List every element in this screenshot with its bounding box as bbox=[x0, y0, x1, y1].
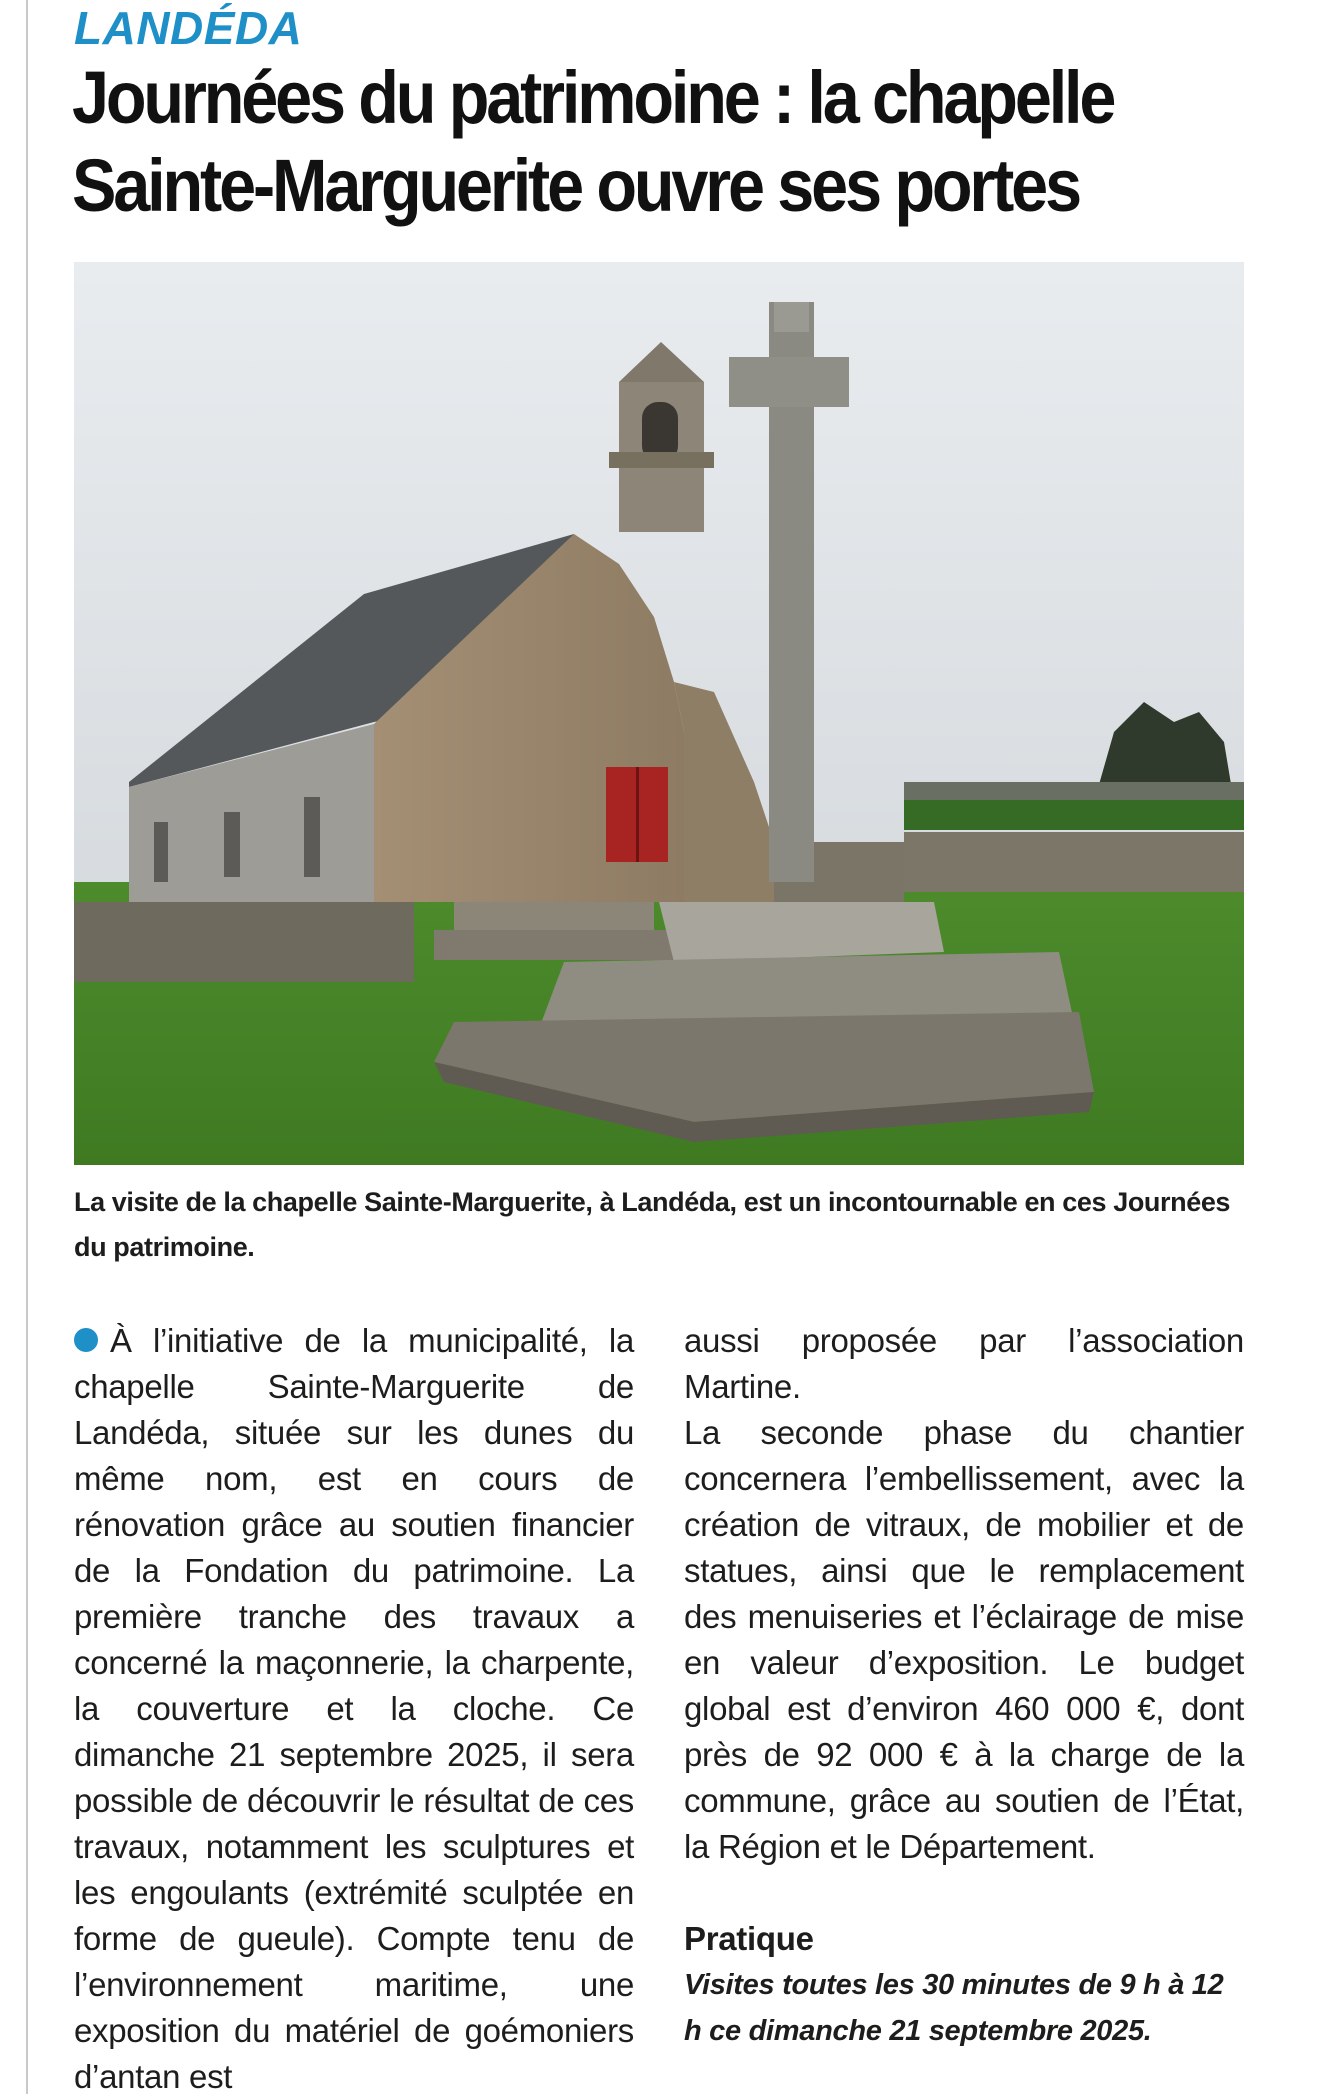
article-photo bbox=[74, 262, 1244, 1165]
article-kicker: LANDÉDA bbox=[74, 2, 303, 54]
pratique-text: Visites toutes les 30 minutes de 9 h à 12 h ce dimanche 21 septembre 2025. bbox=[684, 1969, 1224, 2047]
body-paragraph bbox=[74, 1318, 634, 2100]
body-col2-paragraph-1: aussi proposée par l’association Martine. bbox=[684, 1322, 1244, 1405]
body-col2-paragraph-2: La seconde phase du chantier concernera l’embellissement, avec la création de vitraux, de mobilier et de statues, ainsi que le remplacement des menuiseries et l’éclairage de mise en valeur d’exposition. Le budget global est d’environ 460 000 €, dont près de 92 000 € à la charge de la commune, grâce au soutien de l’État, la Région et le Département. bbox=[684, 1414, 1244, 1865]
headline-line-1: Journées du patrimoine : la chapelle bbox=[72, 56, 1114, 139]
column-rule bbox=[26, 0, 28, 2094]
headline-line-2: Sainte-Marguerite ouvre ses portes bbox=[72, 144, 1079, 227]
pratique-heading: Pratique bbox=[684, 1920, 814, 1957]
body-col1-text: À l’initiative de la municipalité, la chapelle Sainte-Marguerite de Landéda, située sur les dunes du même nom, est en cours de rénovation grâce au soutien financier de la Fondation du patrimoine. La première tranche des travaux a concerné la maçonnerie, la charpente, la couverture et la cloche. Ce dimanche 21 septembre 2025, il sera possible de découvrir le résultat de ces travaux, notamment les sculptures et les engoulants (extrémité sculptée en forme de gueule). Compte tenu de l’environnement maritime, une exposition du matériel de goémoniers d’antan est bbox=[74, 1322, 634, 2095]
body-column-2 bbox=[684, 1318, 1244, 2054]
article-headline bbox=[72, 54, 1152, 230]
body-column-1 bbox=[74, 1318, 634, 2100]
bullet-dot-icon bbox=[74, 1328, 98, 1352]
photo-caption: La visite de la chapelle Sainte-Marguerite, à Landéda, est un incontournable en ces Journées du patrimoine. bbox=[74, 1187, 1231, 1262]
